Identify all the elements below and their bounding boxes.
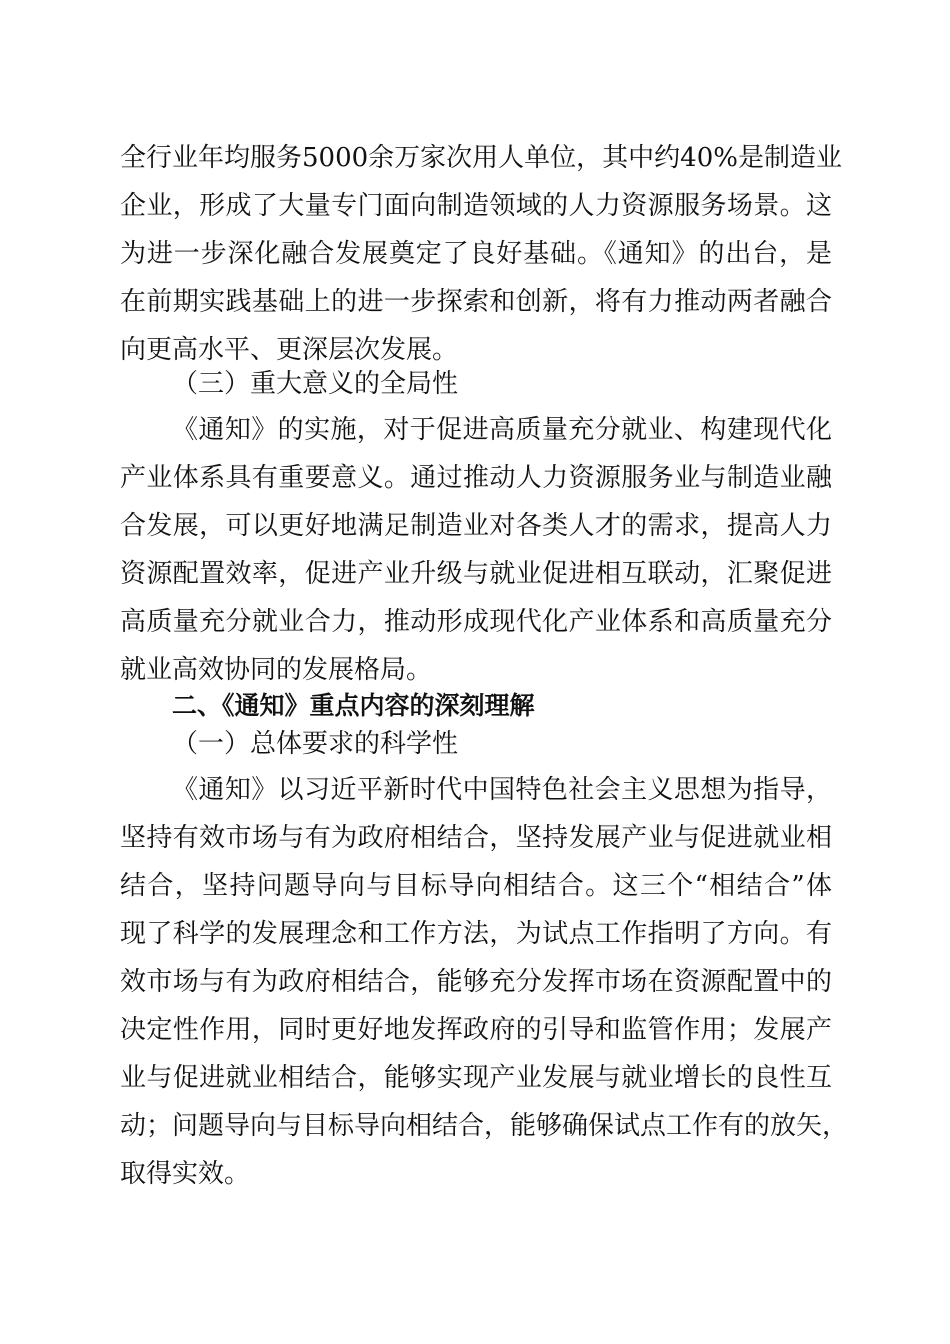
body-text-line: 在前期实践基础上的进一步探索和创新，将有力推动两者融合 xyxy=(120,287,832,317)
body-text-line: 高质量充分就业合力，推动形成现代化产业体系和高质量充分 xyxy=(120,607,832,637)
body-text-line: 全行业年均服务5000余万家次用人单位，其中约40%是制造业 xyxy=(120,143,842,173)
body-text-line: 资源配置效率，促进产业升级与就业促进相互联动，汇聚促进 xyxy=(120,559,832,589)
body-text-line: 产业体系具有重要意义。通过推动人力资源服务业与制造业融 xyxy=(120,463,832,493)
body-text-line: 《通知》以习近平新时代中国特色社会主义思想为指导， xyxy=(172,775,832,805)
body-text-line: 坚持有效市场与有为政府相结合，坚持发展产业与促进就业相 xyxy=(120,823,832,853)
body-text-line: 业与促进就业相结合，能够实现产业发展与就业增长的良性互 xyxy=(120,1063,832,1093)
body-text-line: 决定性作用，同时更好地发挥政府的引导和监管作用；发展产 xyxy=(120,1015,832,1045)
body-text-line: 效市场与有为政府相结合，能够充分发挥市场在资源配置中的 xyxy=(120,967,832,997)
chapter-heading: 二、《通知》重点内容的深刻理解 xyxy=(172,691,535,720)
body-text-line: 合发展，可以更好地满足制造业对各类人才的需求，提高人力 xyxy=(120,511,832,541)
body-text-line: 取得实效。 xyxy=(120,1159,251,1189)
body-text-line: 企业，形成了大量专门面向制造领域的人力资源服务场景。这 xyxy=(120,191,832,221)
body-text-line: 结合，坚持问题导向与目标导向相结合。这三个“相结合”体 xyxy=(120,871,832,901)
body-text-line: 向更高水平、更深层次发展。 xyxy=(120,335,459,365)
body-text-line: 就业高效协同的发展格局。 xyxy=(120,655,433,685)
section-heading: （一）总体要求的科学性 xyxy=(172,729,459,759)
body-text-line: 《通知》的实施，对于促进高质量充分就业、构建现代化 xyxy=(172,415,832,445)
body-text-line: 现了科学的发展理念和工作方法，为试点工作指明了方向。有 xyxy=(120,919,832,949)
section-heading: （三）重大意义的全局性 xyxy=(172,369,459,399)
body-text-line: 为进一步深化融合发展奠定了良好基础。《通知》的出台，是 xyxy=(120,239,832,269)
body-text-line: 动；问题导向与目标导向相结合，能够确保试点工作有的放矢， xyxy=(120,1111,849,1141)
